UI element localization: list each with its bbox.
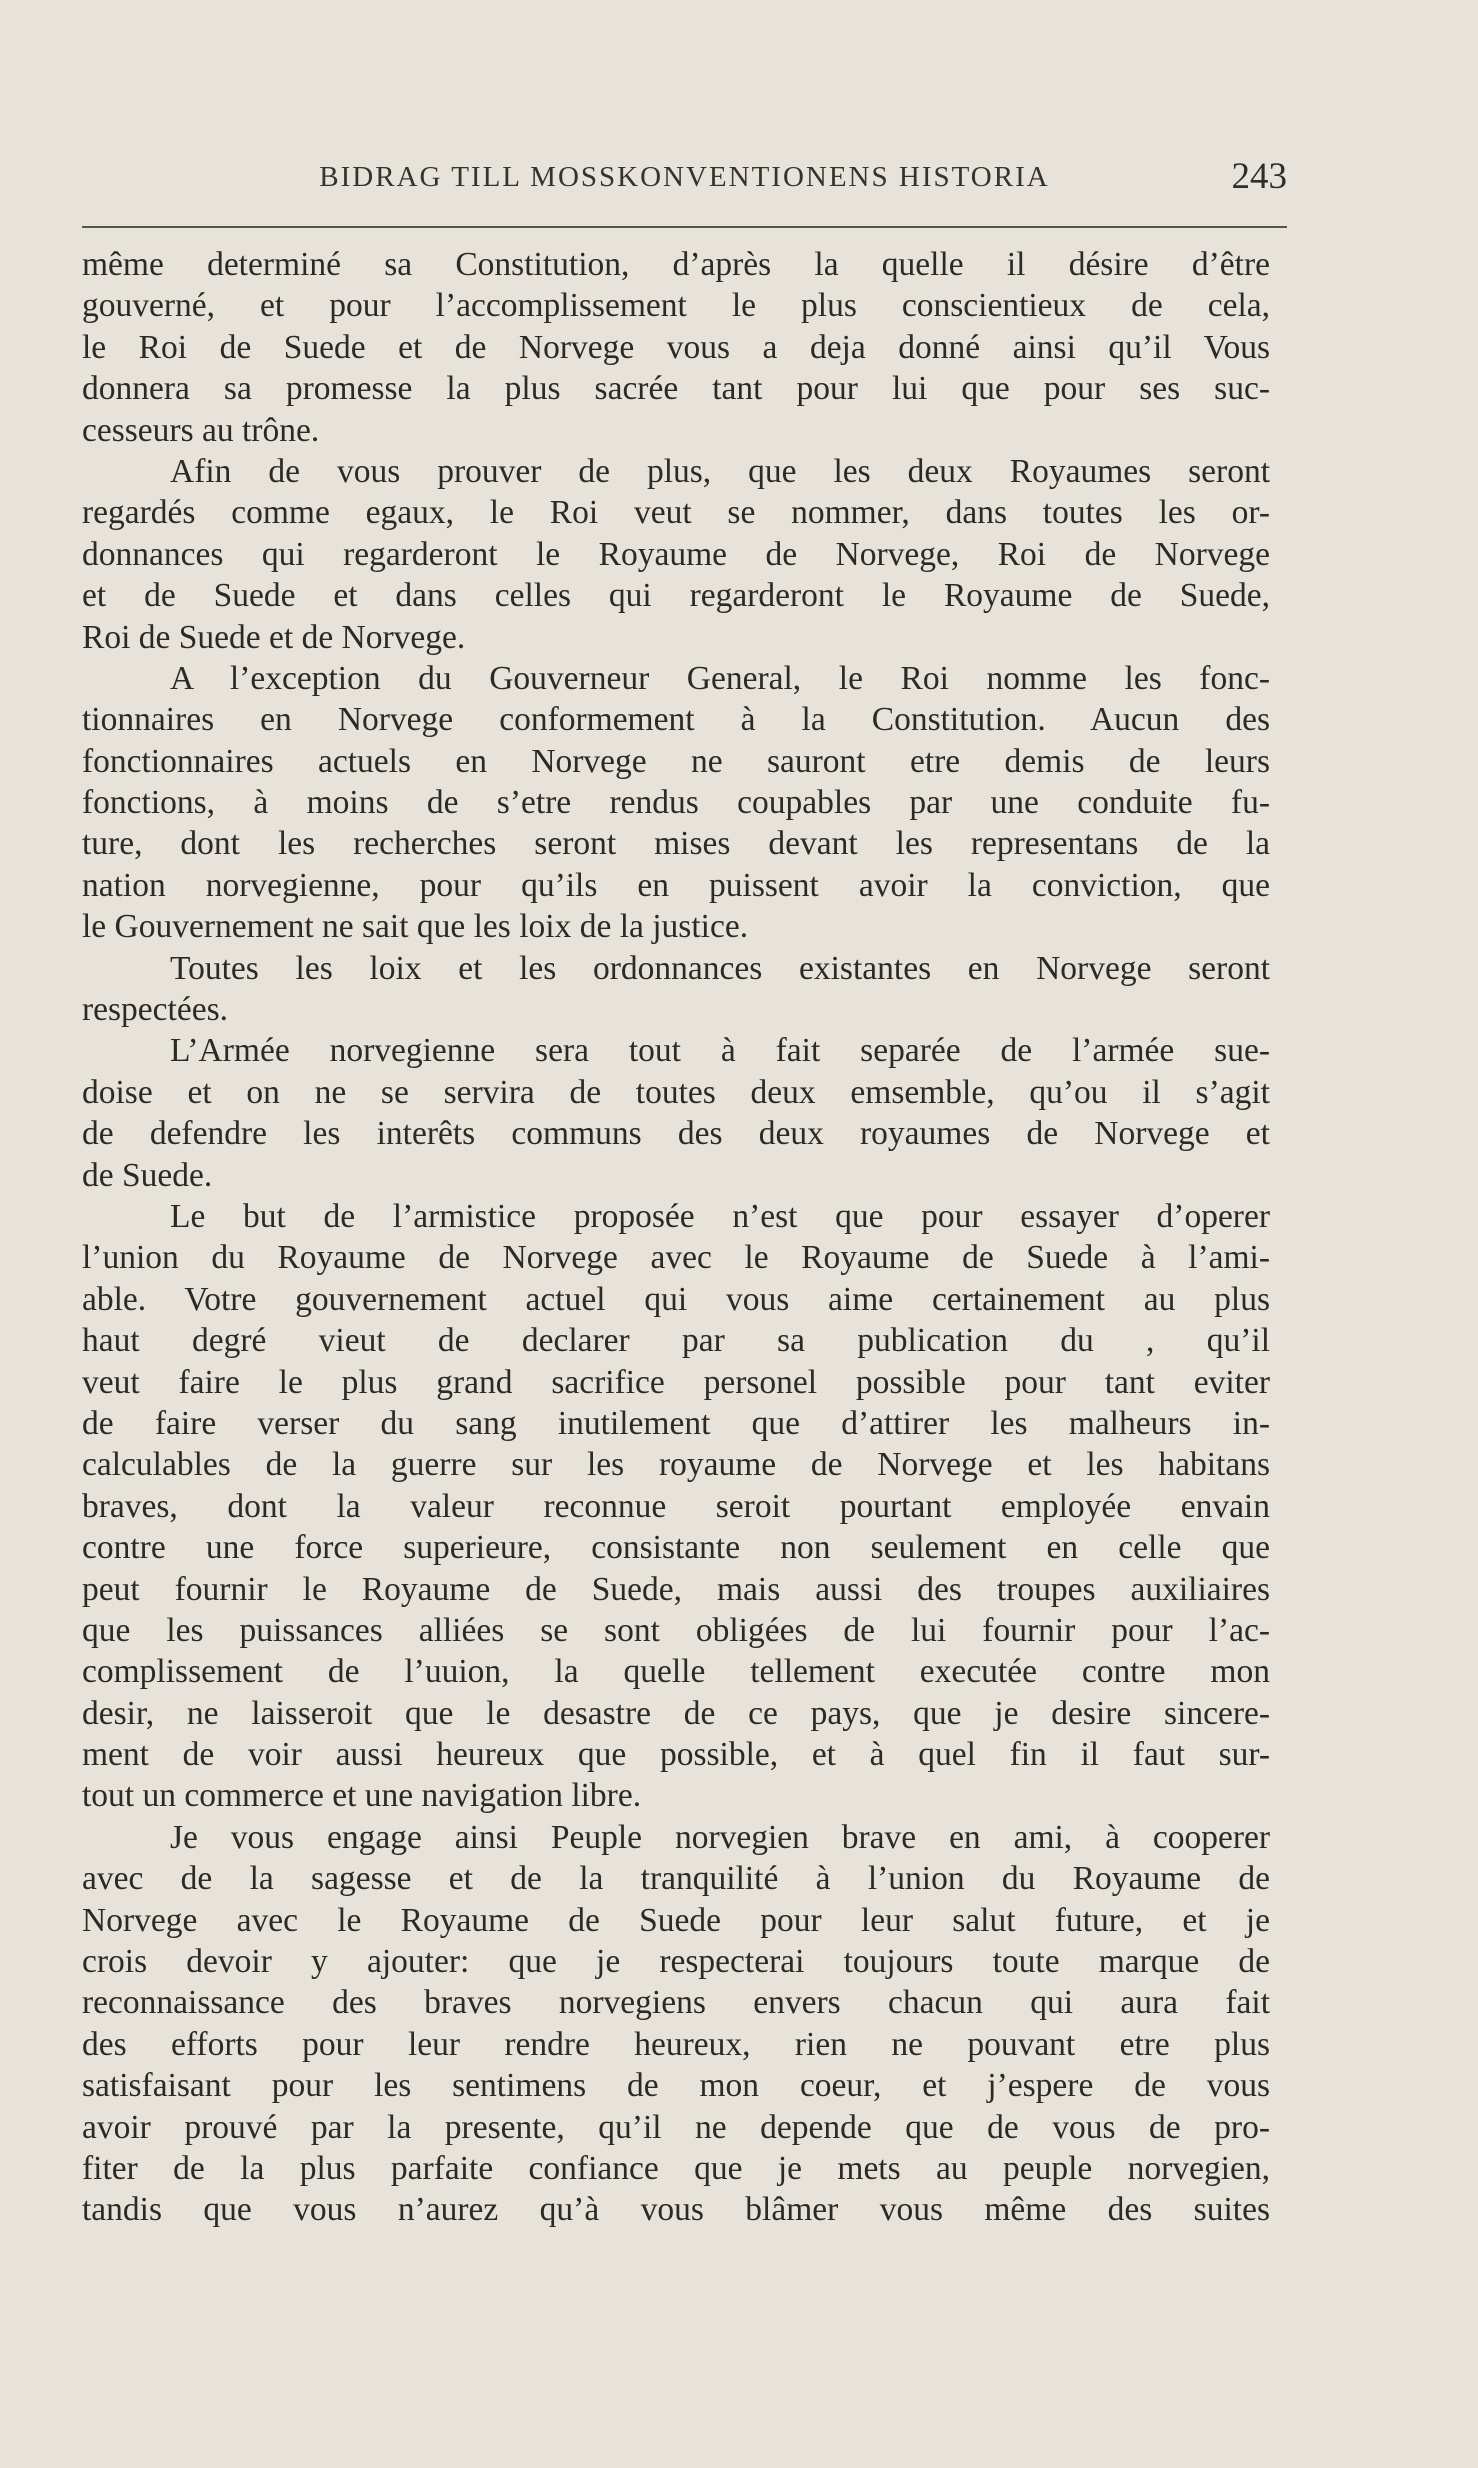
text-line: avec de la sagesse et de la tranquilité à l’union du Royaume de	[82, 1860, 1270, 1898]
text-line: de defendre les interêts communs des deux royaumes de Norvege et	[82, 1115, 1270, 1153]
text-line: tout un commerce et une navigation libre.	[82, 1777, 642, 1815]
running-title: BIDRAG TILL MOSSKONVENTIONENS HISTORIA	[319, 161, 1050, 193]
text-line: fonctions, à moins de s’etre rendus coupables par une conduite fu-	[82, 784, 1270, 822]
text-line: reconnaissance des braves norvegiens envers chacun qui aura fait	[82, 1984, 1270, 2022]
body-text	[82, 244, 1270, 2231]
text-line: satisfaisant pour les sentimens de mon coeur, et j’espere de vous	[82, 2067, 1270, 2105]
text-line: cesseurs au trône.	[82, 411, 320, 449]
text-line: ment de voir aussi heureux que possible, et à quel fin il faut sur-	[82, 1736, 1270, 1774]
text-line: peut fournir le Royaume de Suede, mais aussi des troupes auxiliaires	[82, 1570, 1270, 1608]
text-line: donnera sa promesse la plus sacrée tant pour lui que pour ses suc-	[82, 370, 1270, 408]
text-line: haut degré vieut de declarer par sa publication du , qu’il	[82, 1322, 1270, 1360]
text-line: Roi de Suede et de Norvege.	[82, 618, 466, 656]
text-line: même determiné sa Constitution, d’après la quelle il désire d’être	[82, 246, 1270, 283]
text-line: calculables de la guerre sur les royaume de Norvege et les habitans	[82, 1446, 1270, 1484]
text-line: fiter de la plus parfaite confiance que je mets au peuple norvegien,	[82, 2149, 1270, 2187]
text-line: Le but de l’armistice proposée n’est que pour essayer d’operer	[170, 1197, 1270, 1235]
text-line: gouverné, et pour l’accomplissement le plus conscientieux de cela,	[82, 287, 1270, 325]
text-line: desir, ne laisseroit que le desastre de ce pays, que je desire sincere-	[82, 1694, 1270, 1732]
text-line: Afin de vous prouver de plus, que les deux Royaumes seront	[170, 452, 1270, 490]
text-line: crois devoir y ajouter: que je respecterai toujours toute marque de	[82, 1943, 1270, 1981]
text-line: regardés comme egaux, le Roi veut se nommer, dans toutes les or-	[82, 494, 1270, 532]
text-line: contre une force superieure, consistante non seulement en celle que	[82, 1529, 1270, 1567]
text-line: des efforts pour leur rendre heureux, rien ne pouvant etre plus	[82, 2025, 1270, 2063]
text-line: le Gouvernement ne sait que les loix de la justice.	[82, 908, 749, 946]
text-line: Toutes les loix et les ordonnances existantes en Norvege seront	[170, 949, 1270, 987]
header-rule	[82, 226, 1287, 228]
text-line: nation norvegienne, pour qu’ils en puissent avoir la conviction, que	[82, 866, 1270, 904]
text-line: que les puissances alliées se sont obligées de lui fournir pour l’ac-	[82, 1611, 1270, 1649]
text-line: donnances qui regarderont le Royaume de Norvege, Roi de Norvege	[82, 535, 1270, 573]
text-line: avoir prouvé par la presente, qu’il ne depende que de vous de pro-	[82, 2108, 1270, 2146]
text-line: de faire verser du sang inutilement que d’attirer les malheurs in-	[82, 1404, 1270, 1442]
text-line: doise et on ne se servira de toutes deux emsemble, qu’ou il s’agit	[82, 1073, 1270, 1111]
text-line: A l’exception du Gouverneur General, le Roi nomme les fonc-	[170, 659, 1270, 697]
page-header	[82, 155, 1287, 205]
text-line: able. Votre gouvernement actuel qui vous aime certainement au plus	[82, 1280, 1270, 1318]
text-line: tandis que vous n’aurez qu’à vous blâmer vous même des suites	[82, 2191, 1270, 2229]
text-line: veut faire le plus grand sacrifice personel possible pour tant eviter	[82, 1363, 1270, 1401]
text-line: Norvege avec le Royaume de Suede pour leur salut future, et je	[82, 1901, 1270, 1939]
text-line: de Suede.	[82, 1156, 213, 1194]
text-line: braves, dont la valeur reconnue seroit pourtant employée envain	[82, 1487, 1270, 1525]
page-number: 243	[1231, 156, 1287, 197]
text-line: fonctionnaires actuels en Norvege ne sauront etre demis de leurs	[82, 742, 1270, 780]
text-line: complissement de l’uuion, la quelle tellement executée contre mon	[82, 1653, 1270, 1691]
text-line: L’Armée norvegienne sera tout à fait separée de l’armée sue-	[170, 1032, 1270, 1070]
text-line: l’union du Royaume de Norvege avec le Royaume de Suede à l’ami-	[82, 1239, 1270, 1277]
text-line: Je vous engage ainsi Peuple norvegien brave en ami, à cooperer	[170, 1818, 1270, 1856]
text-line: respectées.	[82, 991, 229, 1029]
text-line: ture, dont les recherches seront mises devant les representans de la	[82, 825, 1270, 863]
text-line: le Roi de Suede et de Norvege vous a deja donné ainsi qu’il Vous	[82, 328, 1270, 366]
text-line: et de Suede et dans celles qui regarderont le Royaume de Suede,	[82, 577, 1270, 615]
text-line: tionnaires en Norvege conformement à la Constitution. Aucun des	[82, 701, 1270, 739]
